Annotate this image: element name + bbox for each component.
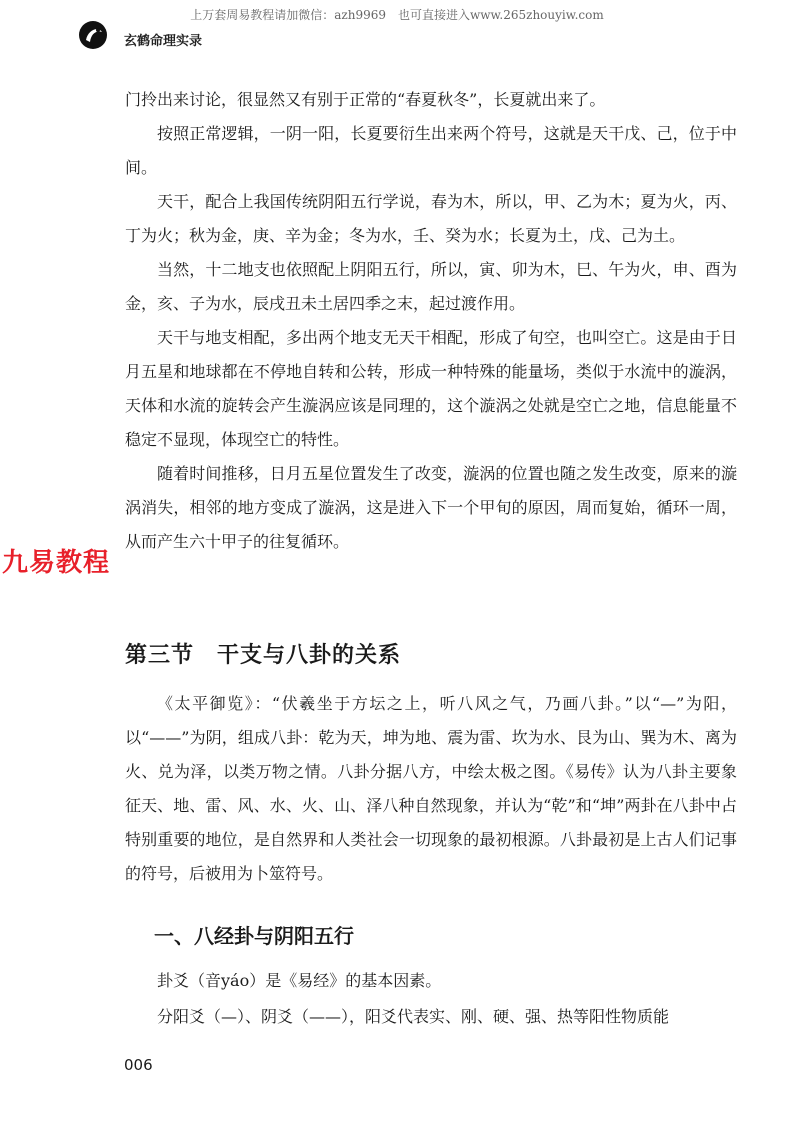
book-title: 玄鹤命理实录	[124, 34, 203, 49]
body-text-part3	[125, 963, 737, 1035]
paragraph: 《太平御览》：“伏羲坐于方坛之上，听八风之气，乃画八卦。”以“—”为阳，以“——”为阴，组成八卦：乾为天，坤为地、震为雷、坎为水、艮为山、巽为木、离为火、兑为泽，以类万物之情。八卦分据八方，中绘太极之图。《易传》认为八卦主要象征天、地、雷、风、水、火、山、泽八种自然现象，并认为“乾”和“坤”两卦在八卦中占特别重要的地位，是自然界和人类社会一切现象的最初根源。八卦最初是上古人们记事的符号，后被用为卜筮符号。	[125, 694, 737, 883]
watermark-stamp: 九易教程	[2, 548, 111, 578]
paragraph: 天干，配合上我国传统阴阳五行学说，春为木，所以，甲、乙为木；夏为火，丙、丁为火；秋为金，庚、辛为金；冬为水，壬、癸为水；长夏为土，戊、己为土。	[125, 192, 737, 245]
paragraph: 随着时间推移，日月五星位置发生了改变，漩涡的位置也随之发生改变，原来的漩涡消失，相邻的地方变成了漩涡，这是进入下一个甲旬的原因，周而复始，循环一周，从而产生六十甲子的往复循环。	[125, 464, 737, 551]
book-logo-icon	[78, 20, 108, 50]
paragraph: 当然，十二地支也依照配上阴阳五行，所以，寅、卯为木，巳、午为火，申、酉为金，亥、子为水，辰戌丑未土居四季之末，起过渡作用。	[125, 260, 737, 313]
top-watermark-text: 上万套周易教程请加微信：azh9969 也可直接进入www.265zhouyiw.com	[190, 8, 604, 22]
sub-heading: 一、八经卦与阴阳五行	[154, 924, 354, 948]
paragraph: 卦爻（音yáo）是《易经》的基本因素。	[157, 971, 442, 990]
paragraph: 天干与地支相配，多出两个地支无天干相配，形成了旬空，也叫空亡。这是由于日月五星和地球都在不停地自转和公转，形成一种特殊的能量场，类似于水流中的漩涡，天体和水流的旋转会产生漩涡应该是同理的，这个漩涡之处就是空亡之地，信息能量不稳定不显现，体现空亡的特性。	[125, 328, 737, 449]
paragraph: 门拎出来讨论，很显然又有别于正常的“春夏秋冬”，长夏就出来了。	[125, 90, 606, 109]
page-number: 006	[124, 1056, 153, 1074]
section-heading: 第三节 干支与八卦的关系	[125, 643, 402, 668]
body-text-part1	[125, 83, 737, 559]
paragraph: 分阳爻（—）、阴爻（——），阳爻代表实、刚、硬、强、热等阳性物质能	[157, 1007, 670, 1026]
paragraph: 按照正常逻辑，一阴一阳，长夏要衍生出来两个符号，这就是天干戊、己，位于中间。	[125, 124, 737, 177]
body-text-part2	[125, 687, 737, 891]
